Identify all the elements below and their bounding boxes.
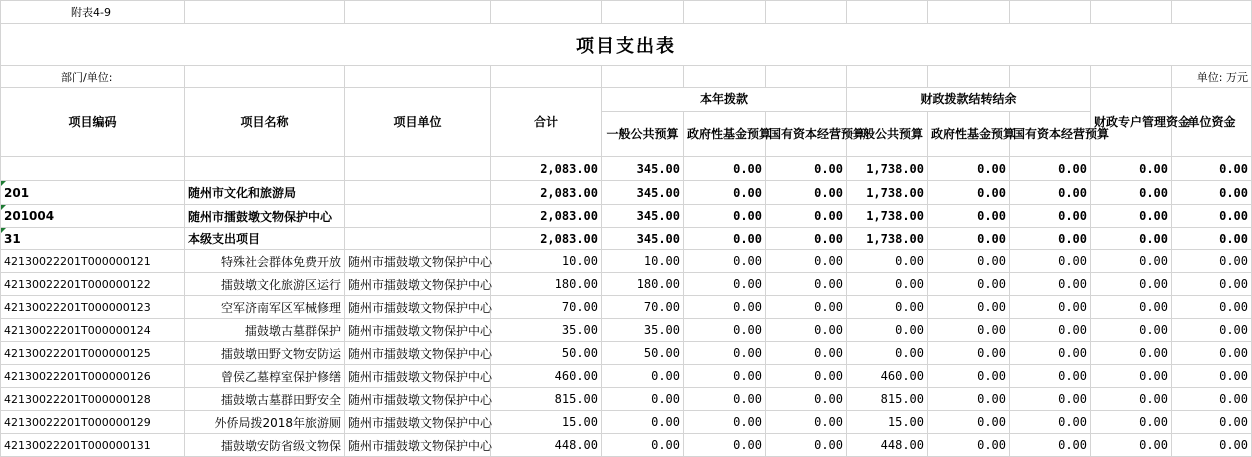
- cell-s1[interactable]: 0.00: [766, 365, 847, 388]
- cell-sp[interactable]: 0.00: [1091, 434, 1172, 457]
- cell-f1[interactable]: 0.00: [684, 342, 766, 365]
- cell-s1[interactable]: 0.00: [766, 411, 847, 434]
- cell-unit[interactable]: [345, 157, 491, 181]
- cell-s2[interactable]: 0.00: [1010, 273, 1091, 296]
- cell-s2[interactable]: 0.00: [1010, 296, 1091, 319]
- cell-code[interactable]: 42130022201T000000123: [1, 296, 185, 319]
- cell-g1[interactable]: 0.00: [602, 388, 684, 411]
- cell-unit[interactable]: 随州市擂鼓墩文物保护中心: [345, 319, 491, 342]
- cell-f1[interactable]: 0.00: [684, 273, 766, 296]
- cell-s2[interactable]: 0.00: [1010, 365, 1091, 388]
- table-row: [1, 342, 1252, 365]
- cell-s2[interactable]: 0.00: [1010, 157, 1091, 181]
- table-row: [1, 273, 1252, 296]
- cell-uf[interactable]: 0.00: [1172, 250, 1252, 273]
- cell-unit[interactable]: 随州市擂鼓墩文物保护中心: [345, 411, 491, 434]
- header-state-capital-2[interactable]: 国有资本经营预算: [1010, 112, 1091, 157]
- cell-g2[interactable]: 1,738.00: [847, 181, 928, 205]
- cell-s1[interactable]: 0.00: [766, 157, 847, 181]
- cell-s1[interactable]: 0.00: [766, 181, 847, 205]
- cell-g2[interactable]: 448.00: [847, 434, 928, 457]
- cell-f1[interactable]: 0.00: [684, 388, 766, 411]
- cell-unit[interactable]: 随州市擂鼓墩文物保护中心: [345, 342, 491, 365]
- cell-name[interactable]: 本级支出项目: [185, 228, 345, 250]
- cell-sp[interactable]: 0.00: [1091, 250, 1172, 273]
- dept-label[interactable]: 部门/单位:: [1, 66, 185, 88]
- cell-g1[interactable]: 35.00: [602, 319, 684, 342]
- cell-total[interactable]: 70.00: [491, 296, 602, 319]
- cell-total[interactable]: 15.00: [491, 411, 602, 434]
- cell-code[interactable]: 201004: [1, 205, 185, 228]
- cell-total[interactable]: 35.00: [491, 319, 602, 342]
- cell-sp[interactable]: 0.00: [1091, 157, 1172, 181]
- header-general-1[interactable]: 一般公共预算: [602, 112, 684, 157]
- header-unit-funds[interactable]: 单位资金: [1172, 88, 1252, 157]
- table-row: [1, 157, 1252, 181]
- cell-g1[interactable]: 345.00: [602, 205, 684, 228]
- cell-s2[interactable]: 0.00: [1010, 388, 1091, 411]
- cell-sp[interactable]: 0.00: [1091, 273, 1172, 296]
- table-row: [1, 388, 1252, 411]
- table-row: [1, 205, 1252, 228]
- cell-code[interactable]: 42130022201T000000126: [1, 365, 185, 388]
- cell-f2[interactable]: 0.00: [928, 319, 1010, 342]
- cell-uf[interactable]: 0.00: [1172, 296, 1252, 319]
- cell-s1[interactable]: 0.00: [766, 388, 847, 411]
- cell-unit[interactable]: [345, 228, 491, 250]
- cell-s2[interactable]: 0.00: [1010, 181, 1091, 205]
- cell-uf[interactable]: 0.00: [1172, 181, 1252, 205]
- header-this-year[interactable]: 本年拨款: [602, 88, 847, 112]
- cell-f2[interactable]: 0.00: [928, 228, 1010, 250]
- cell-sp[interactable]: 0.00: [1091, 181, 1172, 205]
- cell-name[interactable]: 擂鼓墩古墓群保护: [185, 319, 345, 342]
- cell-f1[interactable]: 0.00: [684, 296, 766, 319]
- cell-s1[interactable]: 0.00: [766, 205, 847, 228]
- cell-g2[interactable]: 460.00: [847, 365, 928, 388]
- cell-name[interactable]: 空军济南军区军械修理: [185, 296, 345, 319]
- cell-uf[interactable]: 0.00: [1172, 434, 1252, 457]
- cell-total[interactable]: 460.00: [491, 365, 602, 388]
- cell-name[interactable]: [185, 157, 345, 181]
- cell-f1[interactable]: 0.00: [684, 411, 766, 434]
- header-row-1: [1, 88, 1252, 112]
- cell-uf[interactable]: 0.00: [1172, 319, 1252, 342]
- cell-sp[interactable]: 0.00: [1091, 205, 1172, 228]
- cell-f1[interactable]: 0.00: [684, 250, 766, 273]
- cell-g1[interactable]: 50.00: [602, 342, 684, 365]
- table-row: [1, 365, 1252, 388]
- cell-total[interactable]: 2,083.00: [491, 181, 602, 205]
- table-row: [1, 228, 1252, 250]
- cell-name[interactable]: 曾侯乙墓椁室保护修缮: [185, 365, 345, 388]
- cell-code[interactable]: 42130022201T000000131: [1, 434, 185, 457]
- cell-g2[interactable]: 815.00: [847, 388, 928, 411]
- cell-uf[interactable]: 0.00: [1172, 157, 1252, 181]
- cell-uf[interactable]: 0.00: [1172, 388, 1252, 411]
- cell-sp[interactable]: 0.00: [1091, 319, 1172, 342]
- cell-f2[interactable]: 0.00: [928, 205, 1010, 228]
- header-code[interactable]: 项目编码: [1, 88, 185, 157]
- cell-unit[interactable]: 随州市擂鼓墩文物保护中心: [345, 250, 491, 273]
- cell-code[interactable]: 201: [1, 181, 185, 205]
- cell-code[interactable]: 31: [1, 228, 185, 250]
- cell-g2[interactable]: 15.00: [847, 411, 928, 434]
- cell-name[interactable]: 随州市擂鼓墩文物保护中心: [185, 205, 345, 228]
- cell-code[interactable]: 42130022201T000000124: [1, 319, 185, 342]
- cell-unit[interactable]: 随州市擂鼓墩文物保护中心: [345, 273, 491, 296]
- cell-s2[interactable]: 0.00: [1010, 342, 1091, 365]
- cell-s1[interactable]: 0.00: [766, 434, 847, 457]
- table-row: [1, 181, 1252, 205]
- cell-code[interactable]: 42130022201T000000129: [1, 411, 185, 434]
- cell-f1[interactable]: 0.00: [684, 434, 766, 457]
- cell-f2[interactable]: 0.00: [928, 250, 1010, 273]
- cell-unit[interactable]: 随州市擂鼓墩文物保护中心: [345, 388, 491, 411]
- cell-total[interactable]: 815.00: [491, 388, 602, 411]
- cell-sp[interactable]: 0.00: [1091, 296, 1172, 319]
- header-state-capital-1[interactable]: 国有资本经营预算: [766, 112, 847, 157]
- cell-f2[interactable]: 0.00: [928, 157, 1010, 181]
- cell-s2[interactable]: 0.00: [1010, 319, 1091, 342]
- cell-g1[interactable]: 0.00: [602, 411, 684, 434]
- page-title[interactable]: 项目支出表: [1, 24, 1252, 66]
- cell-sp[interactable]: 0.00: [1091, 411, 1172, 434]
- cell-code[interactable]: [1, 157, 185, 181]
- cell-name[interactable]: 随州市文化和旅游局: [185, 181, 345, 205]
- cell-sp[interactable]: 0.00: [1091, 388, 1172, 411]
- cell-g1[interactable]: 0.00: [602, 365, 684, 388]
- cell-s1[interactable]: 0.00: [766, 296, 847, 319]
- cell-uf[interactable]: 0.00: [1172, 365, 1252, 388]
- cell-g2[interactable]: 1,738.00: [847, 205, 928, 228]
- cell-f1[interactable]: 0.00: [684, 157, 766, 181]
- cell-g2[interactable]: 0.00: [847, 250, 928, 273]
- cell-code[interactable]: 42130022201T000000122: [1, 273, 185, 296]
- header-name[interactable]: 项目名称: [185, 88, 345, 157]
- cell-f1[interactable]: 0.00: [684, 365, 766, 388]
- table-row: [1, 250, 1252, 273]
- cell-sp[interactable]: 0.00: [1091, 365, 1172, 388]
- sheet-ref-row: [1, 1, 1252, 24]
- header-fund-2[interactable]: 政府性基金预算: [928, 112, 1010, 157]
- cell-s1[interactable]: 0.00: [766, 319, 847, 342]
- header-general-2[interactable]: 一般公共预算: [847, 112, 928, 157]
- cell-f1[interactable]: 0.00: [684, 181, 766, 205]
- table-row: [1, 411, 1252, 434]
- cell-s2[interactable]: 0.00: [1010, 250, 1091, 273]
- table-row: [1, 434, 1252, 457]
- cell-name[interactable]: 擂鼓墩田野文物安防运: [185, 342, 345, 365]
- cell-g1[interactable]: 345.00: [602, 157, 684, 181]
- cell-name[interactable]: 外侨局拨2018年旅游厕: [185, 411, 345, 434]
- cell-g1[interactable]: 10.00: [602, 250, 684, 273]
- cell-name[interactable]: 擂鼓墩古墓群田野安全: [185, 388, 345, 411]
- cell-total[interactable]: 2,083.00: [491, 205, 602, 228]
- cell-f2[interactable]: 0.00: [928, 411, 1010, 434]
- cell-g2[interactable]: 0.00: [847, 319, 928, 342]
- header-unit[interactable]: 项目单位: [345, 88, 491, 157]
- cell-total[interactable]: 2,083.00: [491, 228, 602, 250]
- cell-s1[interactable]: 0.00: [766, 228, 847, 250]
- cell-name[interactable]: 特殊社会群体免费开放: [185, 250, 345, 273]
- cell-name[interactable]: 擂鼓墩安防省级文物保: [185, 434, 345, 457]
- cell-code[interactable]: 42130022201T000000121: [1, 250, 185, 273]
- cell-g2[interactable]: 0.00: [847, 342, 928, 365]
- table-row: [1, 296, 1252, 319]
- cell-f2[interactable]: 0.00: [928, 342, 1010, 365]
- cell-g1[interactable]: 180.00: [602, 273, 684, 296]
- cell-uf[interactable]: 0.00: [1172, 342, 1252, 365]
- cell-total[interactable]: 10.00: [491, 250, 602, 273]
- cell-f2[interactable]: 0.00: [928, 434, 1010, 457]
- cell-unit[interactable]: [345, 205, 491, 228]
- cell-g1[interactable]: 345.00: [602, 181, 684, 205]
- table-row: [1, 319, 1252, 342]
- cell-f2[interactable]: 0.00: [928, 388, 1010, 411]
- cell-name[interactable]: 擂鼓墩文化旅游区运行: [185, 273, 345, 296]
- cell-s1[interactable]: 0.00: [766, 342, 847, 365]
- cell-s1[interactable]: 0.00: [766, 250, 847, 273]
- cell-code[interactable]: 42130022201T000000125: [1, 342, 185, 365]
- header-total[interactable]: 合计: [491, 88, 602, 157]
- cell-uf[interactable]: 0.00: [1172, 228, 1252, 250]
- cell-f2[interactable]: 0.00: [928, 273, 1010, 296]
- cell-code[interactable]: 42130022201T000000128: [1, 388, 185, 411]
- cell-s2[interactable]: 0.00: [1010, 205, 1091, 228]
- cell-f1[interactable]: 0.00: [684, 319, 766, 342]
- cell-total[interactable]: 448.00: [491, 434, 602, 457]
- cell-unit[interactable]: 随州市擂鼓墩文物保护中心: [345, 365, 491, 388]
- cell-uf[interactable]: 0.00: [1172, 205, 1252, 228]
- header-carryover[interactable]: 财政拨款结转结余: [847, 88, 1091, 112]
- cell-f2[interactable]: 0.00: [928, 181, 1010, 205]
- cell-g2[interactable]: 0.00: [847, 296, 928, 319]
- cell-g2[interactable]: 0.00: [847, 273, 928, 296]
- cell-unit[interactable]: [345, 181, 491, 205]
- cell-f1[interactable]: 0.00: [684, 228, 766, 250]
- cell-g2[interactable]: 1,738.00: [847, 228, 928, 250]
- cell-sp[interactable]: 0.00: [1091, 342, 1172, 365]
- cell-s1[interactable]: 0.00: [766, 273, 847, 296]
- header-fund-1[interactable]: 政府性基金预算: [684, 112, 766, 157]
- cell-s2[interactable]: 0.00: [1010, 228, 1091, 250]
- cell-f1[interactable]: 0.00: [684, 205, 766, 228]
- header-special[interactable]: 财政专户管理资金: [1091, 88, 1172, 157]
- cell-s2[interactable]: 0.00: [1010, 434, 1091, 457]
- cell-f2[interactable]: 0.00: [928, 296, 1010, 319]
- cell-total[interactable]: 50.00: [491, 342, 602, 365]
- table-body: [1, 157, 1252, 457]
- cell-sp[interactable]: 0.00: [1091, 228, 1172, 250]
- unit-label[interactable]: 单位: 万元: [1172, 66, 1252, 88]
- cell-g1[interactable]: 345.00: [602, 228, 684, 250]
- cell-total[interactable]: 180.00: [491, 273, 602, 296]
- cell-unit[interactable]: 随州市擂鼓墩文物保护中心: [345, 434, 491, 457]
- cell-f2[interactable]: 0.00: [928, 365, 1010, 388]
- sheet-ref[interactable]: 附表4-9: [1, 1, 185, 24]
- cell-g1[interactable]: 0.00: [602, 434, 684, 457]
- cell-uf[interactable]: 0.00: [1172, 273, 1252, 296]
- cell-total[interactable]: 2,083.00: [491, 157, 602, 181]
- cell-unit[interactable]: 随州市擂鼓墩文物保护中心: [345, 296, 491, 319]
- cell-s2[interactable]: 0.00: [1010, 411, 1091, 434]
- cell-g2[interactable]: 1,738.00: [847, 157, 928, 181]
- meta-row: [1, 66, 1252, 88]
- cell-g1[interactable]: 70.00: [602, 296, 684, 319]
- cell-uf[interactable]: 0.00: [1172, 411, 1252, 434]
